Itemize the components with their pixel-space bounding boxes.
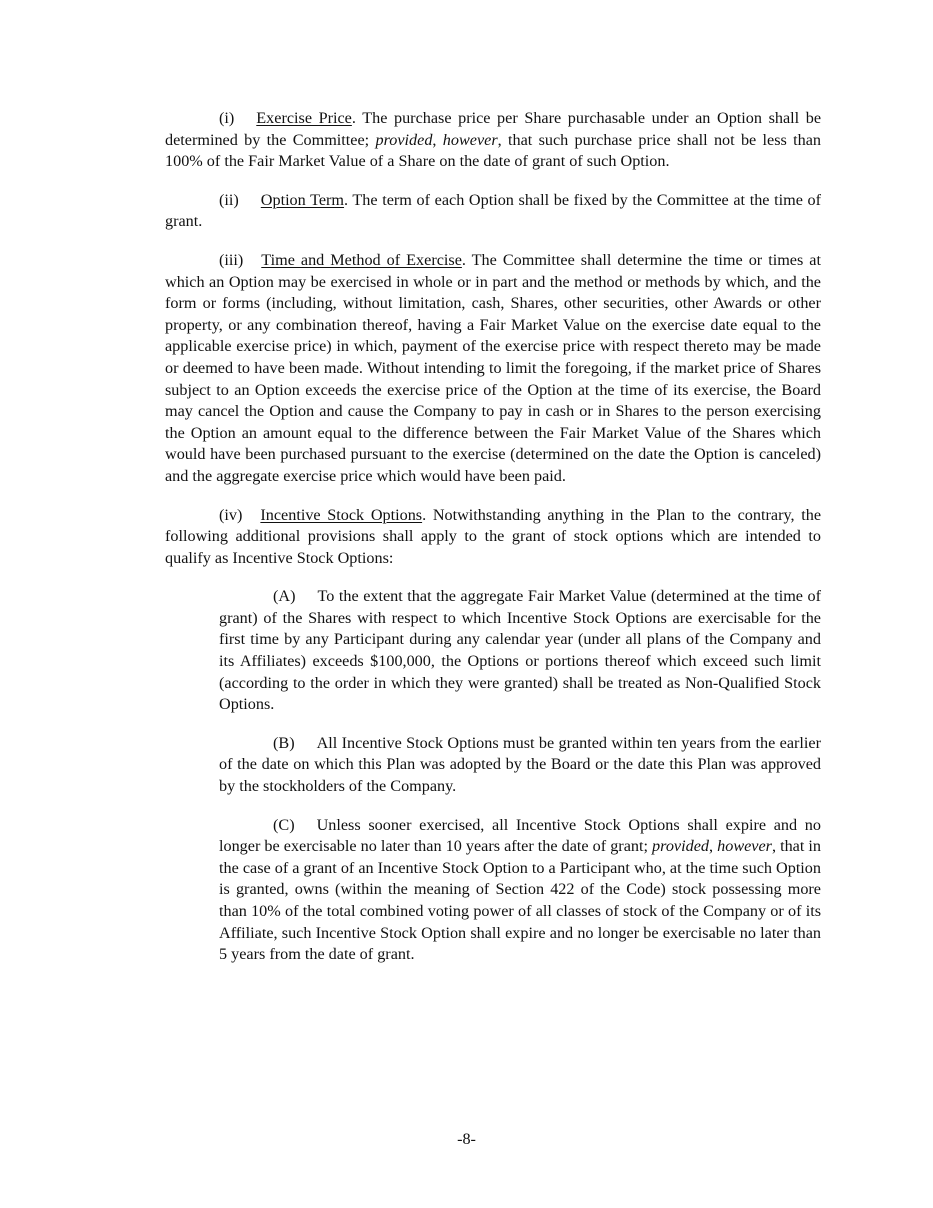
clause-heading: Exercise Price — [256, 109, 352, 127]
clause-text: Unless sooner exercised, all Incentive Stock Options shall expire and no longer be exercisable no later than 10 years after the date of grant; — [219, 815, 821, 856]
clause-text: . The purchase price per Share purchasable under an Option shall be determined by the Committee; — [165, 109, 822, 149]
emphasis-provided: provided — [652, 837, 709, 856]
page-number: -8- — [457, 1130, 476, 1148]
list-marker: (A) — [273, 587, 296, 606]
paragraph-option-term — [165, 190, 821, 233]
clause-text-mid: , — [432, 130, 443, 149]
list-marker: (iv) — [219, 505, 243, 524]
emphasis-however: however — [442, 130, 498, 149]
clause-heading: Time and Method of Exercise — [261, 250, 462, 269]
emphasis-however: however — [717, 837, 772, 856]
paragraph-iso-clause-c — [219, 815, 821, 966]
list-marker: (i) — [219, 109, 235, 127]
clause-heading: Option Term — [260, 190, 345, 209]
list-marker: (ii) — [219, 190, 239, 209]
document-body — [165, 108, 821, 983]
emphasis-provided: provided — [375, 130, 433, 149]
clause-text: To the extent that the aggregate Fair Market Value (determined at the time of grant) of the Shares with respect to which Incentive Stock Options are exercisable for the first time by any Participant during any calendar year (under all plans of the Company and its Affiliates) exceeds $100,000, the Options or portions thereof which exceed such limit (according to the order in which they were granted) shall be treated as Non-Qualified Stock Options. — [219, 587, 821, 714]
clause-text-tail: , that in the case of a grant of an Incentive Stock Option to a Participant who, at the time such Option is granted, owns (within the meaning of Section 422 of the Code) stock possessing more than 10% of the total combined voting power of all classes of stock of the Company or of its Affiliate, such Incentive Stock Option shall expire and no longer be exercisable no later than 5 years from the date of grant. — [219, 837, 822, 964]
list-marker: (B) — [273, 733, 295, 752]
clause-text: . The Committee shall determine the time or times at which an Option may be exercised in whole or in part and the method or methods by which, and the form or forms (including, without limitation, cash, Shares, other securities, other Awards or other property, or any combination thereof, having a Fair Market Value on the exercise date equal to the applicable exercise price) in which, payment of the exercise price with respect thereto may be made or deemed to have been made. Without intending to limit the foregoing, if the market price of Shares subject to an Option exceeds the exercise price of the Option at the time of its exercise, the Board may cancel the Option and cause the Company to pay in cash or in Shares to the person exercising the Option an amount equal to the difference between the Fair Market Value of the Shares which would have been purchased pursuant to the exercise (determined on the date the Option is canceled) and the aggregate exercise price which would have been paid. — [165, 250, 821, 485]
clause-text: . Notwithstanding anything in the Plan to the contrary, the following additional provisions shall apply to the grant of stock options which are intended to qualify as Incentive Stock Options: — [165, 505, 822, 567]
clause-text-tail: , that such purchase price shall not be less than 100% of the Fair Market Value of a Share on the date of grant of such Option. — [165, 130, 821, 171]
paragraph-incentive-stock-options — [165, 505, 821, 570]
clause-text: . The term of each Option shall be fixed by the Committee at the time of grant. — [165, 190, 822, 231]
list-marker: (C) — [273, 815, 295, 834]
list-marker: (iii) — [219, 250, 244, 269]
paragraph-exercise-price — [165, 108, 821, 173]
paragraph-time-and-method-of-exercise — [165, 250, 821, 488]
clause-text-mid: , — [709, 837, 718, 856]
paragraph-iso-clause-b — [219, 733, 821, 798]
clause-text: All Incentive Stock Options must be granted within ten years from the earlier of the date on which this Plan was adopted by the Board or the date this Plan was approved by the stockholders of the Company. — [219, 733, 821, 796]
paragraph-iso-clause-a — [219, 586, 821, 716]
clause-heading: Incentive Stock Options — [260, 505, 423, 524]
